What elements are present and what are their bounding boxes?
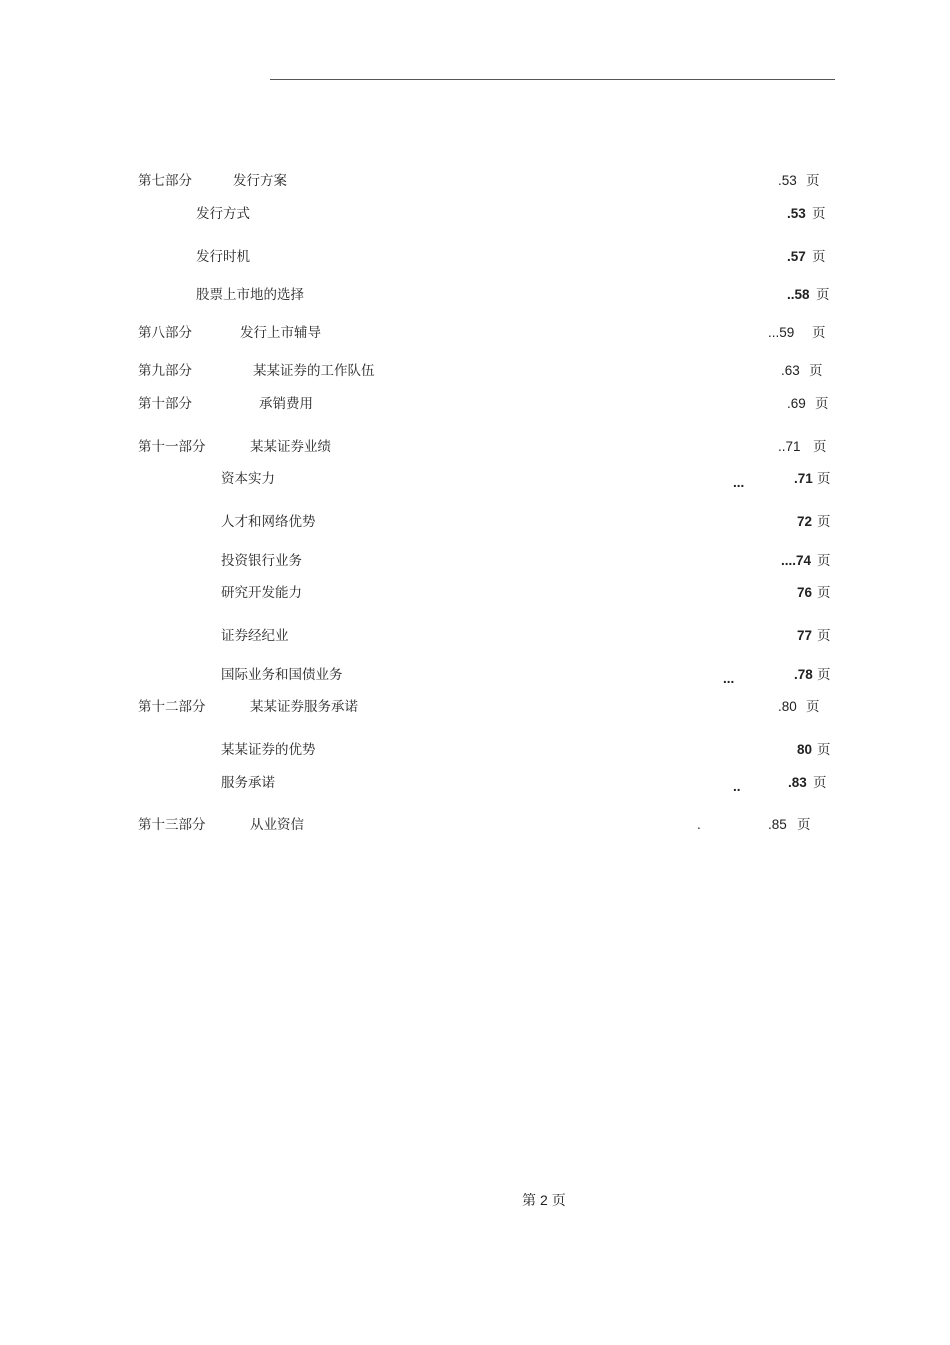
toc-page-number: .57 — [787, 249, 806, 264]
toc-section-title[interactable]: 证券经纪业 — [221, 628, 289, 644]
toc-leader-dots: ... — [723, 671, 735, 686]
toc-page-suffix: 页 — [812, 325, 826, 341]
toc-page-suffix: 页 — [806, 173, 820, 189]
toc-section-title[interactable]: 研究开发能力 — [221, 585, 302, 601]
toc-part-title[interactable]: 承销费用 — [259, 396, 313, 412]
toc-leader-dots: . — [697, 817, 701, 832]
toc-page-suffix: 页 — [817, 471, 831, 487]
toc-page-suffix: 页 — [817, 514, 831, 530]
toc-part-label: 第十二部分 — [138, 699, 206, 715]
toc-page-number: .53 — [787, 206, 806, 221]
toc-page-number: .83 — [788, 775, 807, 790]
toc-section-title[interactable]: 国际业务和国债业务 — [221, 667, 343, 683]
toc-page-suffix: 页 — [812, 206, 826, 222]
toc-part-title[interactable]: 某某证券业绩 — [250, 439, 331, 455]
toc-page-suffix: 页 — [813, 775, 827, 791]
toc-page-number: ...59 — [768, 325, 795, 340]
footer-suffix: 页 — [551, 1193, 566, 1209]
toc-section-title[interactable]: 服务承诺 — [221, 775, 275, 791]
toc-page-suffix: 页 — [813, 439, 827, 455]
toc-page-number: 80 — [797, 742, 813, 757]
toc-part-title[interactable]: 从业资信 — [250, 817, 304, 833]
toc-page-number: .69 — [787, 396, 806, 411]
toc-part-label: 第七部分 — [138, 173, 192, 189]
toc-page-number: ..71 — [778, 439, 801, 454]
toc-section-title[interactable]: 资本实力 — [221, 471, 275, 487]
toc-leader-dots: ... — [733, 475, 745, 490]
toc-page-number: ....74 — [781, 553, 812, 568]
toc-page-suffix: 页 — [817, 585, 831, 601]
toc-page-suffix: 页 — [817, 667, 831, 683]
toc-section-title[interactable]: 股票上市地的选择 — [196, 287, 304, 303]
toc-part-label: 第八部分 — [138, 325, 192, 341]
toc-part-label: 第九部分 — [138, 363, 192, 379]
toc-page-suffix: 页 — [815, 396, 829, 412]
toc-page-number: .78 — [794, 667, 813, 682]
footer-page-number: 2 — [540, 1192, 548, 1208]
toc-part-title[interactable]: 发行上市辅导 — [240, 325, 321, 341]
toc-page-suffix: 页 — [812, 249, 826, 265]
toc-page-number: 76 — [797, 585, 813, 600]
toc-part-title[interactable]: 发行方案 — [233, 173, 287, 189]
toc-part-label: 第十三部分 — [138, 817, 206, 833]
toc-page-number: ..58 — [787, 287, 810, 302]
toc-page-suffix: 页 — [817, 742, 831, 758]
toc-section-title[interactable]: 某某证券的优势 — [221, 742, 316, 758]
toc-section-title[interactable]: 发行方式 — [196, 206, 250, 222]
footer-prefix: 第 — [522, 1193, 536, 1209]
toc-section-title[interactable]: 发行时机 — [196, 249, 250, 265]
toc-part-label: 第十部分 — [138, 396, 192, 412]
toc-page-number: 77 — [797, 628, 813, 643]
page-footer — [522, 1190, 566, 1210]
toc-page-suffix: 页 — [806, 699, 820, 715]
toc-page-number: .80 — [778, 699, 797, 714]
toc-page-number: .71 — [794, 471, 813, 486]
toc-page-number: 72 — [797, 514, 813, 529]
toc-page-number: .85 — [768, 817, 787, 832]
toc-section-title[interactable]: 人才和网络优势 — [221, 514, 316, 530]
toc-page-suffix: 页 — [817, 553, 831, 569]
toc-page-suffix: 页 — [809, 363, 823, 379]
toc-page-suffix: 页 — [816, 287, 830, 303]
toc-part-title[interactable]: 某某证券的工作队伍 — [253, 363, 375, 379]
toc-page-number: .53 — [778, 173, 797, 188]
toc-section-title[interactable]: 投资银行业务 — [221, 553, 302, 569]
toc-part-label: 第十一部分 — [138, 439, 206, 455]
toc-leader-dots: .. — [733, 779, 741, 794]
header-rule — [270, 79, 835, 80]
toc-part-title[interactable]: 某某证券服务承诺 — [250, 699, 358, 715]
toc-page-suffix: 页 — [817, 628, 831, 644]
toc-page-suffix: 页 — [797, 817, 811, 833]
toc-page-number: .63 — [781, 363, 800, 378]
